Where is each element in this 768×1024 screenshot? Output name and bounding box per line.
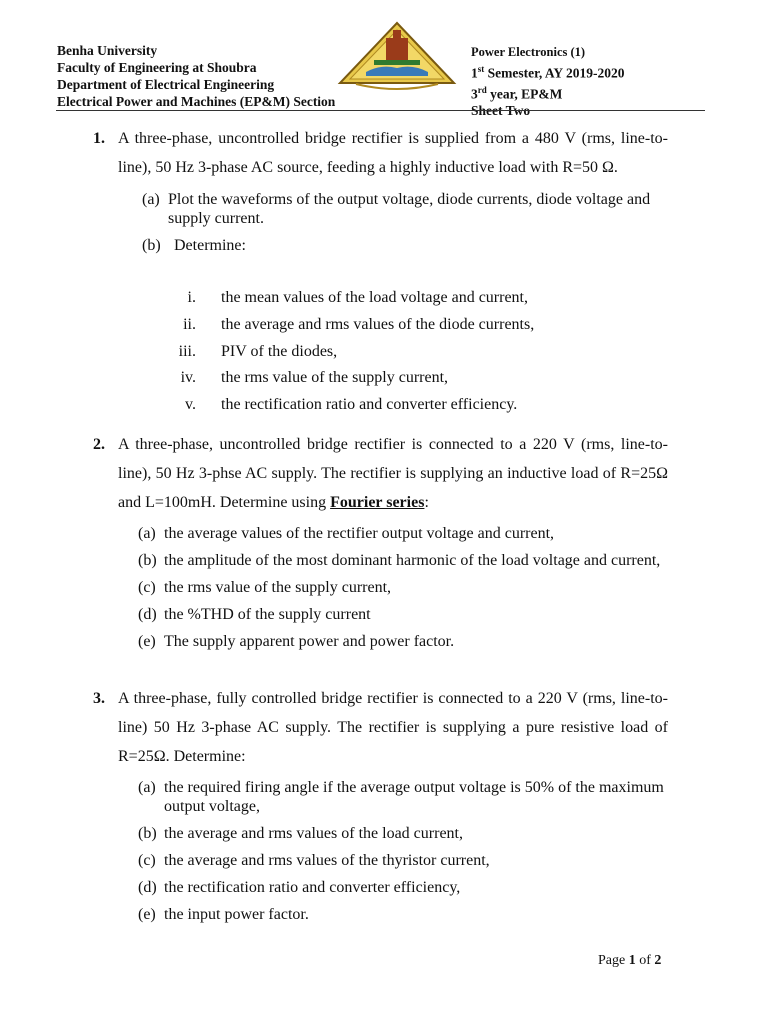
department-name: Department of Electrical Engineering <box>57 77 275 92</box>
part-label: (c) <box>138 852 156 869</box>
header-course-block <box>471 44 625 119</box>
part-label: (a) <box>142 191 160 208</box>
part-label: (e) <box>138 633 156 650</box>
header-divider <box>56 110 705 111</box>
part-text: the input power factor. <box>164 906 309 923</box>
semester-suffix: st <box>477 64 485 74</box>
part-text: the required firing angle if the average output voltage is 50% of the maximum output voltage, <box>164 779 664 815</box>
subpart-text: the rectification ratio and converter efficiency. <box>221 396 518 414</box>
page-footer <box>598 953 661 969</box>
part-text: Determine: <box>174 237 246 254</box>
part-text: the average values of the rectifier output voltage and current, <box>164 525 555 542</box>
question-number: 2. <box>93 436 105 453</box>
page-middle: of <box>635 953 655 968</box>
year-number: 3 <box>471 86 478 101</box>
question-text-end: : <box>424 494 429 511</box>
question-number: 3. <box>93 690 105 707</box>
faculty-name: Faculty of Engineering at Shoubra <box>57 60 257 75</box>
question-3-stem <box>93 684 668 771</box>
part-label: (d) <box>138 879 157 896</box>
question-2-part-c <box>138 578 668 597</box>
part-label: (c) <box>138 579 156 596</box>
subpart-text: the rms value of the supply current, <box>221 369 449 387</box>
part-text: the rms value of the supply current, <box>164 579 392 596</box>
question-3-part-c <box>138 851 668 870</box>
year-text: year, EP&M <box>486 86 563 101</box>
subpart-label: iv. <box>180 369 196 387</box>
question-2-part-e <box>138 632 668 651</box>
part-label: (a) <box>138 525 156 542</box>
question-2-part-b <box>138 551 668 570</box>
page-current: 1 <box>628 953 636 968</box>
subpart-item <box>174 339 594 366</box>
question-3 <box>93 684 668 924</box>
subpart-label: i. <box>187 289 196 306</box>
part-label: (b) <box>142 237 161 254</box>
page-prefix: Page <box>598 953 629 968</box>
part-text: the %THD of the supply current <box>164 606 371 623</box>
section-name: Electrical Power and Machines (EP&M) Section <box>57 94 336 109</box>
question-3-part-b <box>138 824 668 843</box>
question-1 <box>93 124 668 255</box>
question-text: A three-phase, uncontrolled bridge rectifier is supplied from a 480 V (rms, line-to-line), 50 Hz 3-phase AC source, feeding a highly inductive load with R=50 Ω. <box>118 130 668 176</box>
course-name: Power Electronics (1) <box>471 45 586 59</box>
subpart-label: iii. <box>178 342 196 360</box>
part-text: the average and rms values of the thyristor current, <box>164 852 490 869</box>
semester-number: 1 <box>471 65 478 81</box>
question-text: A three-phase, fully controlled bridge rectifier is connected to a 220 V (rms, line-to-line) 50 Hz 3-phase AC supply. The rectifier is supplying a pure resistive load of R=25Ω. Determine: <box>118 690 668 765</box>
part-text: the average and rms values of the load current, <box>164 825 463 842</box>
semester-text: Semester, AY 2019-2020 <box>484 65 625 81</box>
question-2-part-a <box>138 524 668 543</box>
part-label: (b) <box>138 825 157 842</box>
question-1-part-a <box>142 190 668 228</box>
university-logo <box>336 20 458 92</box>
part-text: the rectification ratio and converter efficiency, <box>164 879 461 896</box>
header-university-block <box>57 42 335 110</box>
part-text: the amplitude of the most dominant harmonic of the load voltage and current, <box>164 552 661 569</box>
year-suffix: rd <box>477 84 487 95</box>
subpart-item <box>174 392 594 419</box>
question-3-part-e <box>138 905 668 924</box>
question-1-subparts <box>174 285 594 419</box>
question-2-stem <box>93 430 668 517</box>
subpart-item <box>174 285 594 312</box>
question-emphasis: Fourier series <box>330 494 425 511</box>
question-2 <box>93 430 668 651</box>
subpart-item <box>174 312 594 339</box>
question-3-part-a <box>138 778 668 816</box>
question-1-part-b <box>142 236 668 255</box>
subpart-label: v. <box>185 396 196 414</box>
university-name: Benha University <box>57 43 158 58</box>
subpart-item <box>174 365 594 392</box>
subpart-text: the mean values of the load voltage and current, <box>221 289 528 306</box>
question-1-stem <box>93 124 668 182</box>
part-label: (a) <box>138 779 156 796</box>
page-total: 2 <box>654 953 662 968</box>
subpart-label: ii. <box>183 315 196 333</box>
subpart-text: PIV of the diodes, <box>221 342 338 360</box>
question-number: 1. <box>93 130 105 147</box>
subpart-text: the average and rms values of the diode currents, <box>221 315 535 333</box>
year-line <box>471 82 625 103</box>
part-text: Plot the waveforms of the output voltage, diode currents, diode voltage and supply current. <box>168 191 651 227</box>
part-label: (d) <box>138 606 157 623</box>
question-3-part-d <box>138 878 668 897</box>
question-text: A three-phase, uncontrolled bridge rectifier is connected to a 220 V (rms, line-to-line), 50 Hz 3-phse AC supply. The rectifier is supplying an inductive load of R=25Ω and L=100mH. Determine using <box>118 436 668 511</box>
semester-line <box>471 61 625 82</box>
question-2-part-d <box>138 605 668 624</box>
part-label: (e) <box>138 906 156 923</box>
part-text: The supply apparent power and power factor. <box>164 633 455 650</box>
part-label: (b) <box>138 552 157 569</box>
sheet-title: Sheet Two <box>471 103 531 118</box>
